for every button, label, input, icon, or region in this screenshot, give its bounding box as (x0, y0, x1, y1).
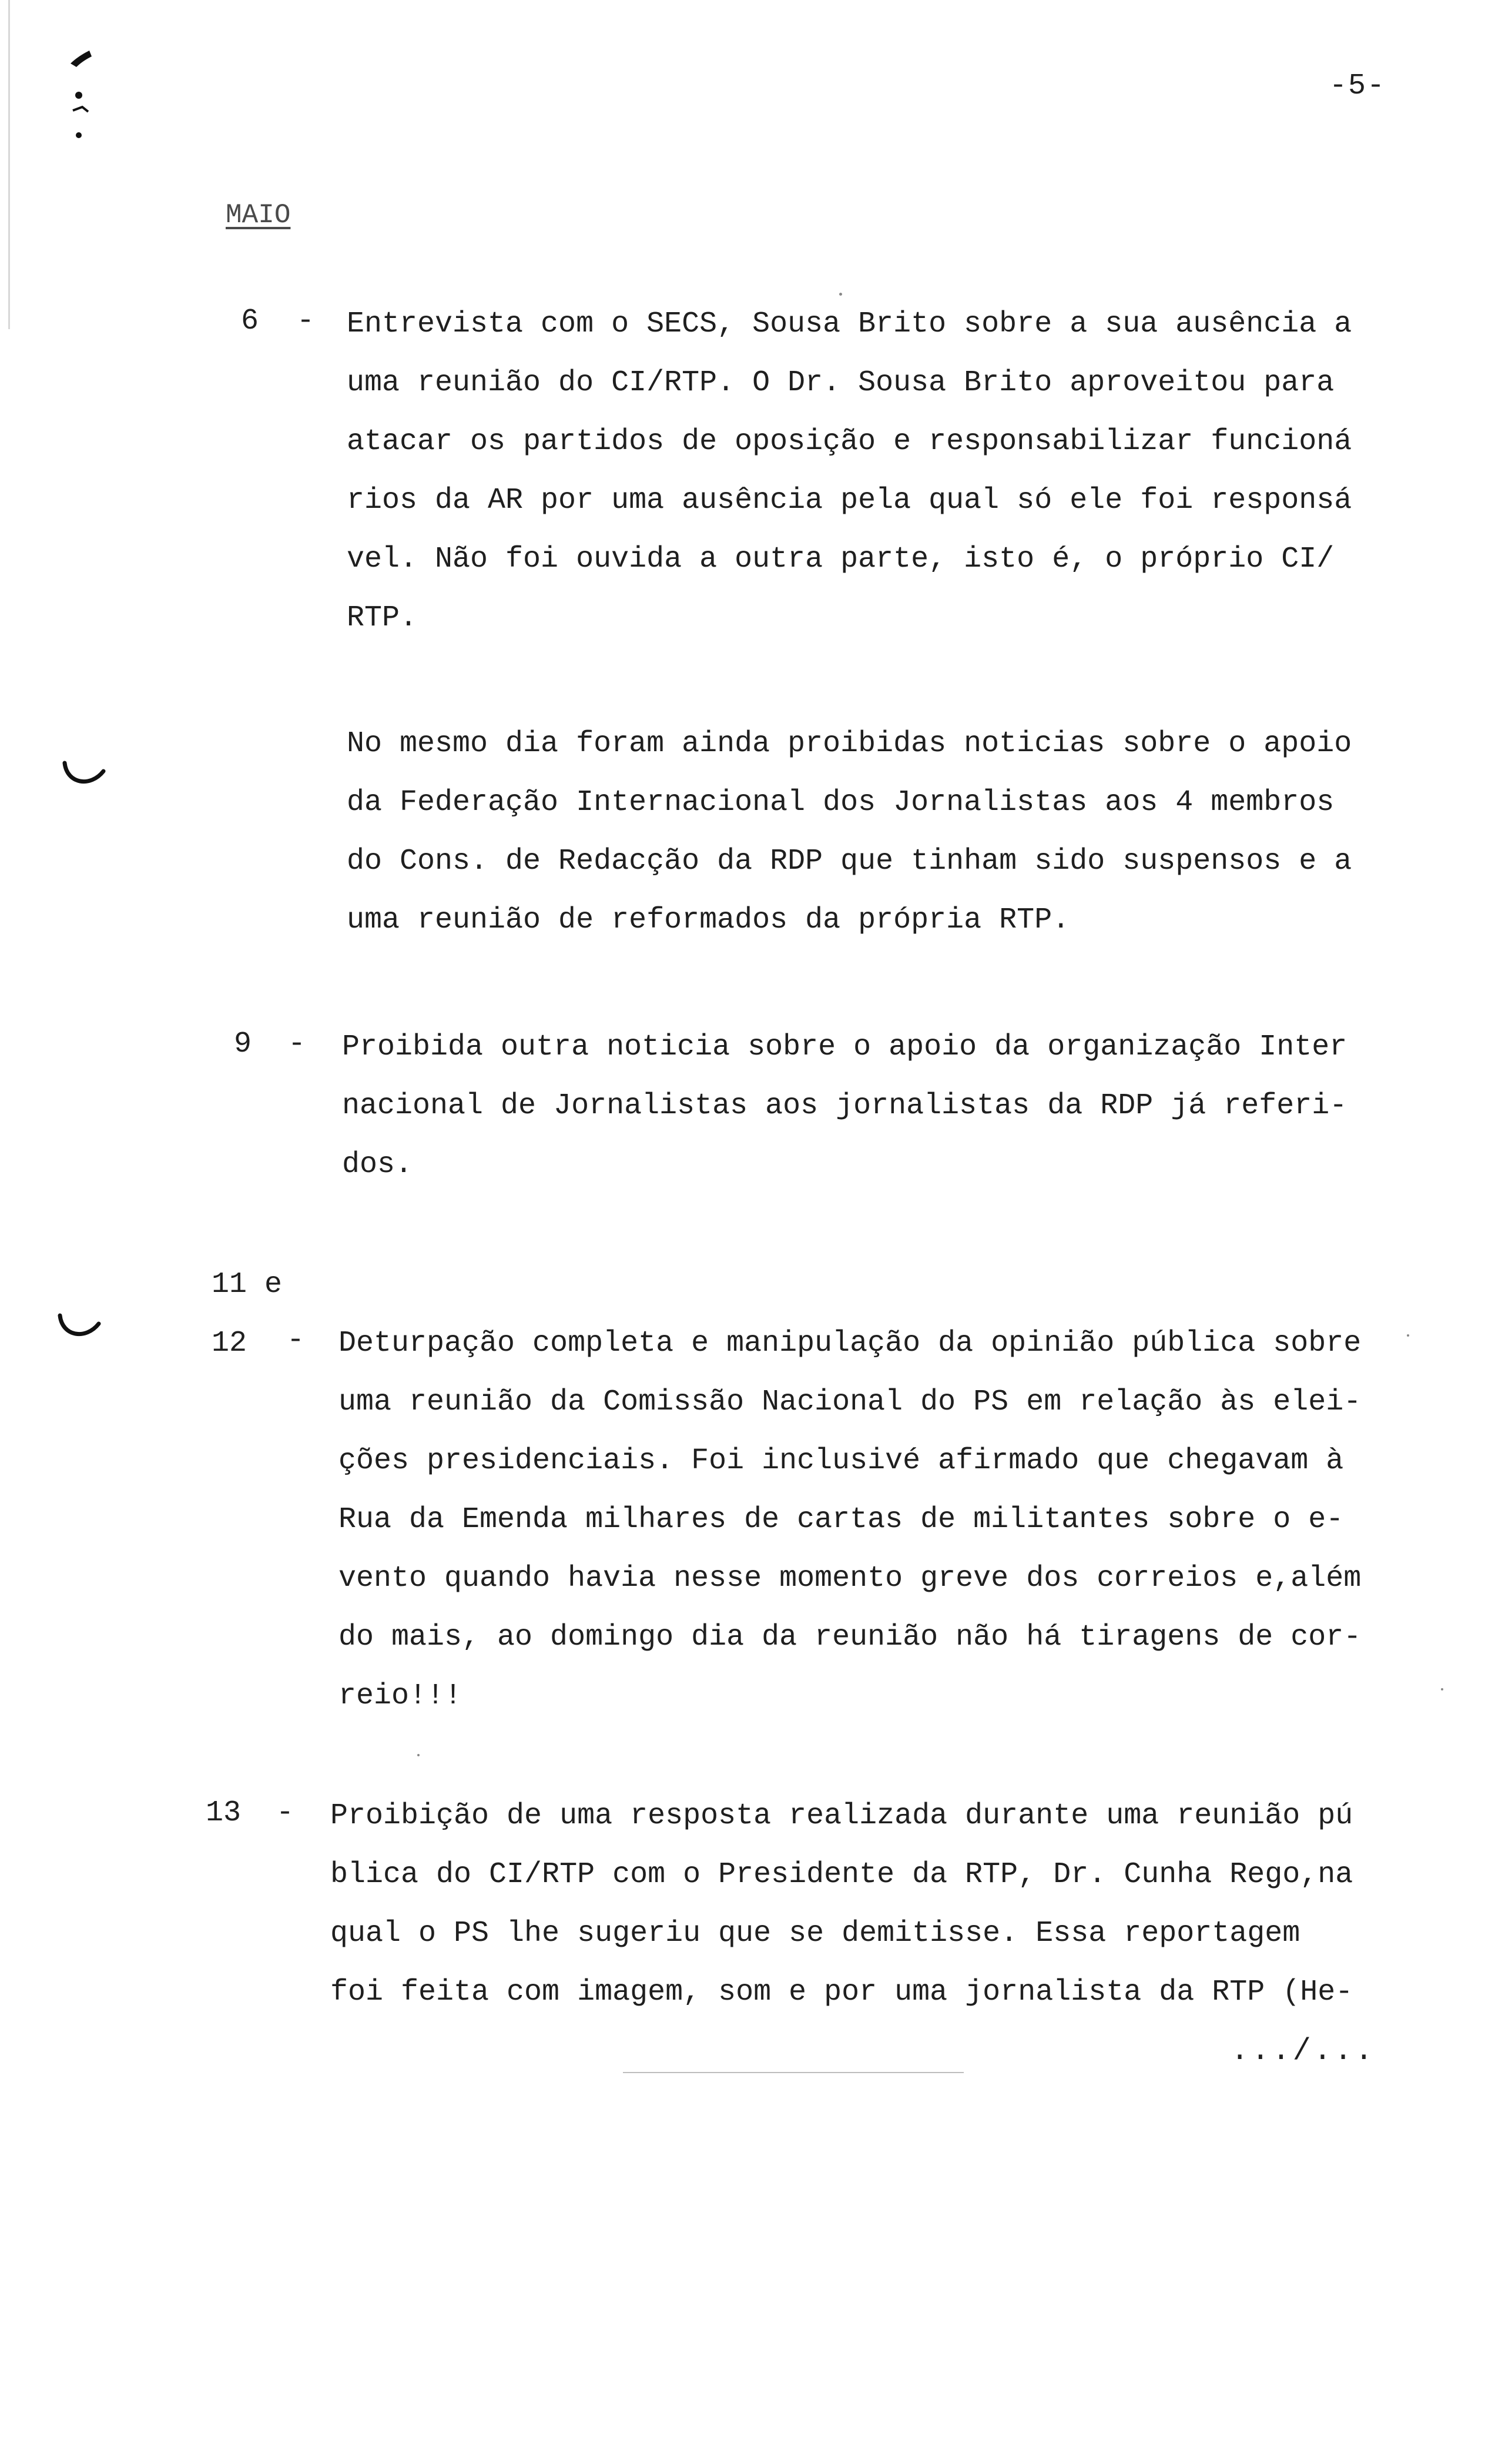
entry-line: dos. (342, 1148, 413, 1181)
entry-line: da Federação Internacional dos Jornalistas aos 4 membros (347, 786, 1335, 819)
entry-line: uma reunião de reformados da própria RTP. (347, 903, 1070, 937)
entry-line: Proibida outra noticia sobre o apoio da organização Inter (342, 1030, 1347, 1064)
entry-day: 11 e 12 (212, 1268, 283, 1360)
handwritten-mark-icon (65, 41, 100, 153)
entry-day: 13 (206, 1796, 242, 1830)
scan-speck (417, 1754, 420, 1756)
faint-rule (623, 2072, 964, 2073)
scan-speck (839, 293, 842, 296)
entry-line: vento quando havia nesse momento greve dos correios e,além (338, 1562, 1362, 1595)
page-number: -5- (1329, 69, 1386, 103)
entry-day: 9 (234, 1027, 252, 1061)
entry-line: Deturpação completa e manipulação da opinião pública sobre (338, 1327, 1362, 1360)
entry-line: ções presidenciais. Foi inclusivé afirmado que chegavam à (338, 1444, 1344, 1478)
entry-line: rios da AR por uma ausência pela qual só ele foi responsá (347, 484, 1352, 517)
entry-line: foi feita com imagem, som e por uma jornalista da RTP (He- (330, 1976, 1353, 2009)
scan-speck (1441, 1688, 1443, 1690)
entry-dash: - (287, 1324, 305, 1357)
entry-line: nacional de Jornalistas aos jornalistas da RDP já referi- (342, 1089, 1347, 1123)
page-edge (8, 0, 10, 329)
entry-line: blica do CI/RTP com o Presidente da RTP, Dr. Cunha Rego,na (330, 1858, 1353, 1891)
month-heading: MAIO (226, 200, 291, 230)
entry-line: Entrevista com o SECS, Sousa Brito sobre a sua ausência a (347, 307, 1352, 341)
entry-line: Rua da Emenda milhares de cartas de militantes sobre o e- (338, 1503, 1344, 1536)
entry-line: reio!!! (338, 1679, 462, 1713)
punch-mark-icon (61, 758, 108, 794)
entry-dash: - (297, 304, 315, 338)
entry-day: 6 (241, 304, 259, 338)
entry-dash: - (276, 1796, 294, 1830)
entry-line: uma reunião do CI/RTP. O Dr. Sousa Brito aproveitou para (347, 366, 1335, 400)
entry-line: atacar os partidos de oposição e responsabilizar funcioná (347, 425, 1352, 458)
entry-dash: - (288, 1027, 306, 1061)
entry-line: vel. Não foi ouvida a outra parte, isto é, o próprio CI/ (347, 543, 1335, 576)
entry-line: do Cons. de Redacção da RDP que tinham sido suspensos e a (347, 845, 1352, 878)
entry-line: RTP. (347, 601, 418, 635)
entry-line: do mais, ao domingo dia da reunião não há tiragens de cor- (338, 1621, 1362, 1654)
continuation-mark: .../... (1231, 2034, 1376, 2068)
entry-line: uma reunião da Comissão Nacional do PS em relação às elei- (338, 1385, 1362, 1419)
entry-line: No mesmo dia foram ainda proibidas noticias sobre o apoio (347, 727, 1352, 761)
entry-line: qual o PS lhe sugeriu que se demitisse. Essa reportagem (330, 1917, 1300, 1950)
punch-mark-icon (56, 1311, 103, 1346)
entry-line: Proibição de uma resposta realizada durante uma reunião pú (330, 1799, 1353, 1833)
scan-speck (1407, 1334, 1409, 1337)
